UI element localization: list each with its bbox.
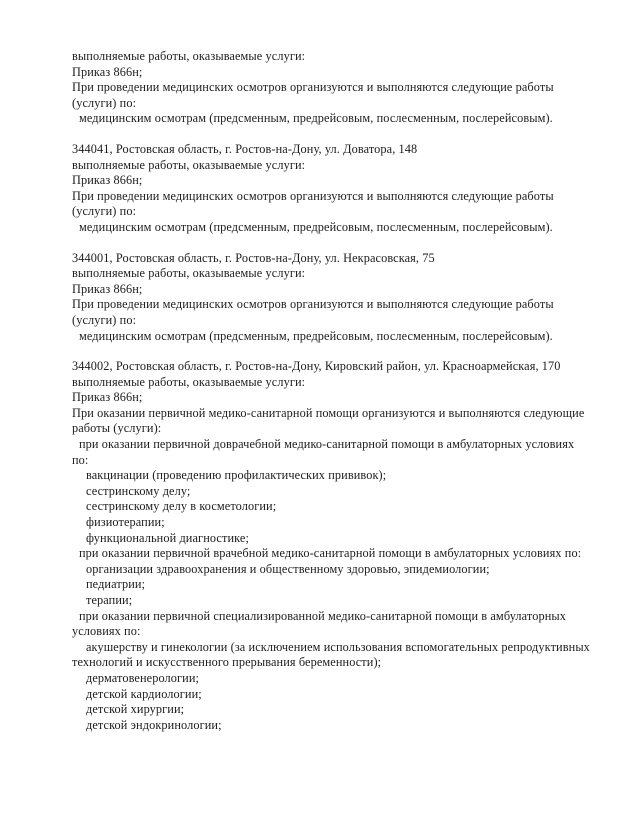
- text-line: (услуги) по:: [72, 312, 137, 327]
- text-line: Приказ 866н;: [72, 64, 143, 79]
- text-line: выполняемые работы, оказываемые услуги:: [72, 157, 306, 172]
- text-line: выполняемые работы, оказываемые услуги:: [72, 49, 306, 63]
- text-line: педиатрии;: [86, 577, 146, 592]
- text-line: медицинским осмотрам (предсменным, предрейсовым, послесменным, послерейсовым).: [79, 328, 553, 343]
- text-line: организации здравоохранения и общественному здоровью, эпидемиологии;: [86, 561, 490, 576]
- text-line: по:: [72, 452, 89, 467]
- text-line: 344001, Ростовская область, г. Ростов-на-Дону, ул. Некрасовская, 75: [72, 250, 435, 265]
- text-line: (услуги) по:: [72, 204, 137, 219]
- text-line: Приказ 866н;: [72, 390, 143, 405]
- text-line: детской эндокринологии;: [86, 717, 222, 732]
- license-entry: [72, 359, 590, 733]
- text-line: при оказании первичной специализированной медико-санитарной помощи в амбулаторных: [79, 608, 566, 623]
- license-entry-continuation: [72, 49, 590, 127]
- text-line: выполняемые работы, оказываемые услуги:: [72, 374, 306, 389]
- text-line: дерматовенерологии;: [86, 670, 200, 685]
- text-line: акушерству и гинекологии (за исключением использования вспомогательных репродуктивных: [86, 639, 590, 654]
- text-line: при оказании первичной доврачебной медико-санитарной помощи в амбулаторных условиях: [79, 437, 575, 452]
- text-line: Приказ 866н;: [72, 173, 143, 188]
- text-line: функциональной диагностике;: [86, 530, 249, 545]
- text-line: выполняемые работы, оказываемые услуги:: [72, 266, 306, 281]
- text-line: Приказ 866н;: [72, 281, 143, 296]
- text-line: физиотерапии;: [86, 515, 165, 530]
- license-entry: [72, 251, 590, 345]
- text-line: При проведении медицинских осмотров организуются и выполняются следующие работы: [72, 80, 554, 95]
- text-line: вакцинации (проведению профилактических прививок);: [86, 468, 387, 483]
- text-line: сестринскому делу в косметологии;: [86, 499, 277, 514]
- text-line: медицинским осмотрам (предсменным, предрейсовым, послесменным, послерейсовым).: [79, 219, 553, 234]
- text-line: 344041, Ростовская область, г. Ростов-на-Дону, ул. Доватора, 148: [72, 141, 418, 156]
- text-line: (услуги) по:: [72, 95, 137, 110]
- document-text: [72, 49, 590, 733]
- text-line: При оказании первичной медико-санитарной помощи организуются и выполняются следующие: [72, 405, 585, 420]
- text-line: работы (услуги):: [72, 421, 162, 436]
- text-line: сестринскому делу;: [86, 483, 191, 498]
- text-line: терапии;: [86, 593, 133, 607]
- text-line: технологий и искусственного прерывания беременности);: [72, 655, 382, 670]
- text-line: 344002, Ростовская область, г. Ростов-на-Дону, Кировский район, ул. Красноармейская, 170: [72, 359, 561, 374]
- text-line: медицинским осмотрам (предсменным, предрейсовым, послесменным, послерейсовым).: [79, 111, 553, 126]
- text-line: детской кардиологии;: [86, 686, 202, 701]
- text-line: детской хирургии;: [86, 702, 185, 717]
- text-line: условиях по:: [72, 624, 141, 639]
- license-entry: [72, 142, 590, 236]
- text-line: При проведении медицинских осмотров организуются и выполняются следующие работы: [72, 188, 554, 203]
- text-line: при оказании первичной врачебной медико-санитарной помощи в амбулаторных условиях по:: [79, 546, 582, 561]
- text-line: При проведении медицинских осмотров организуются и выполняются следующие работы: [72, 297, 554, 312]
